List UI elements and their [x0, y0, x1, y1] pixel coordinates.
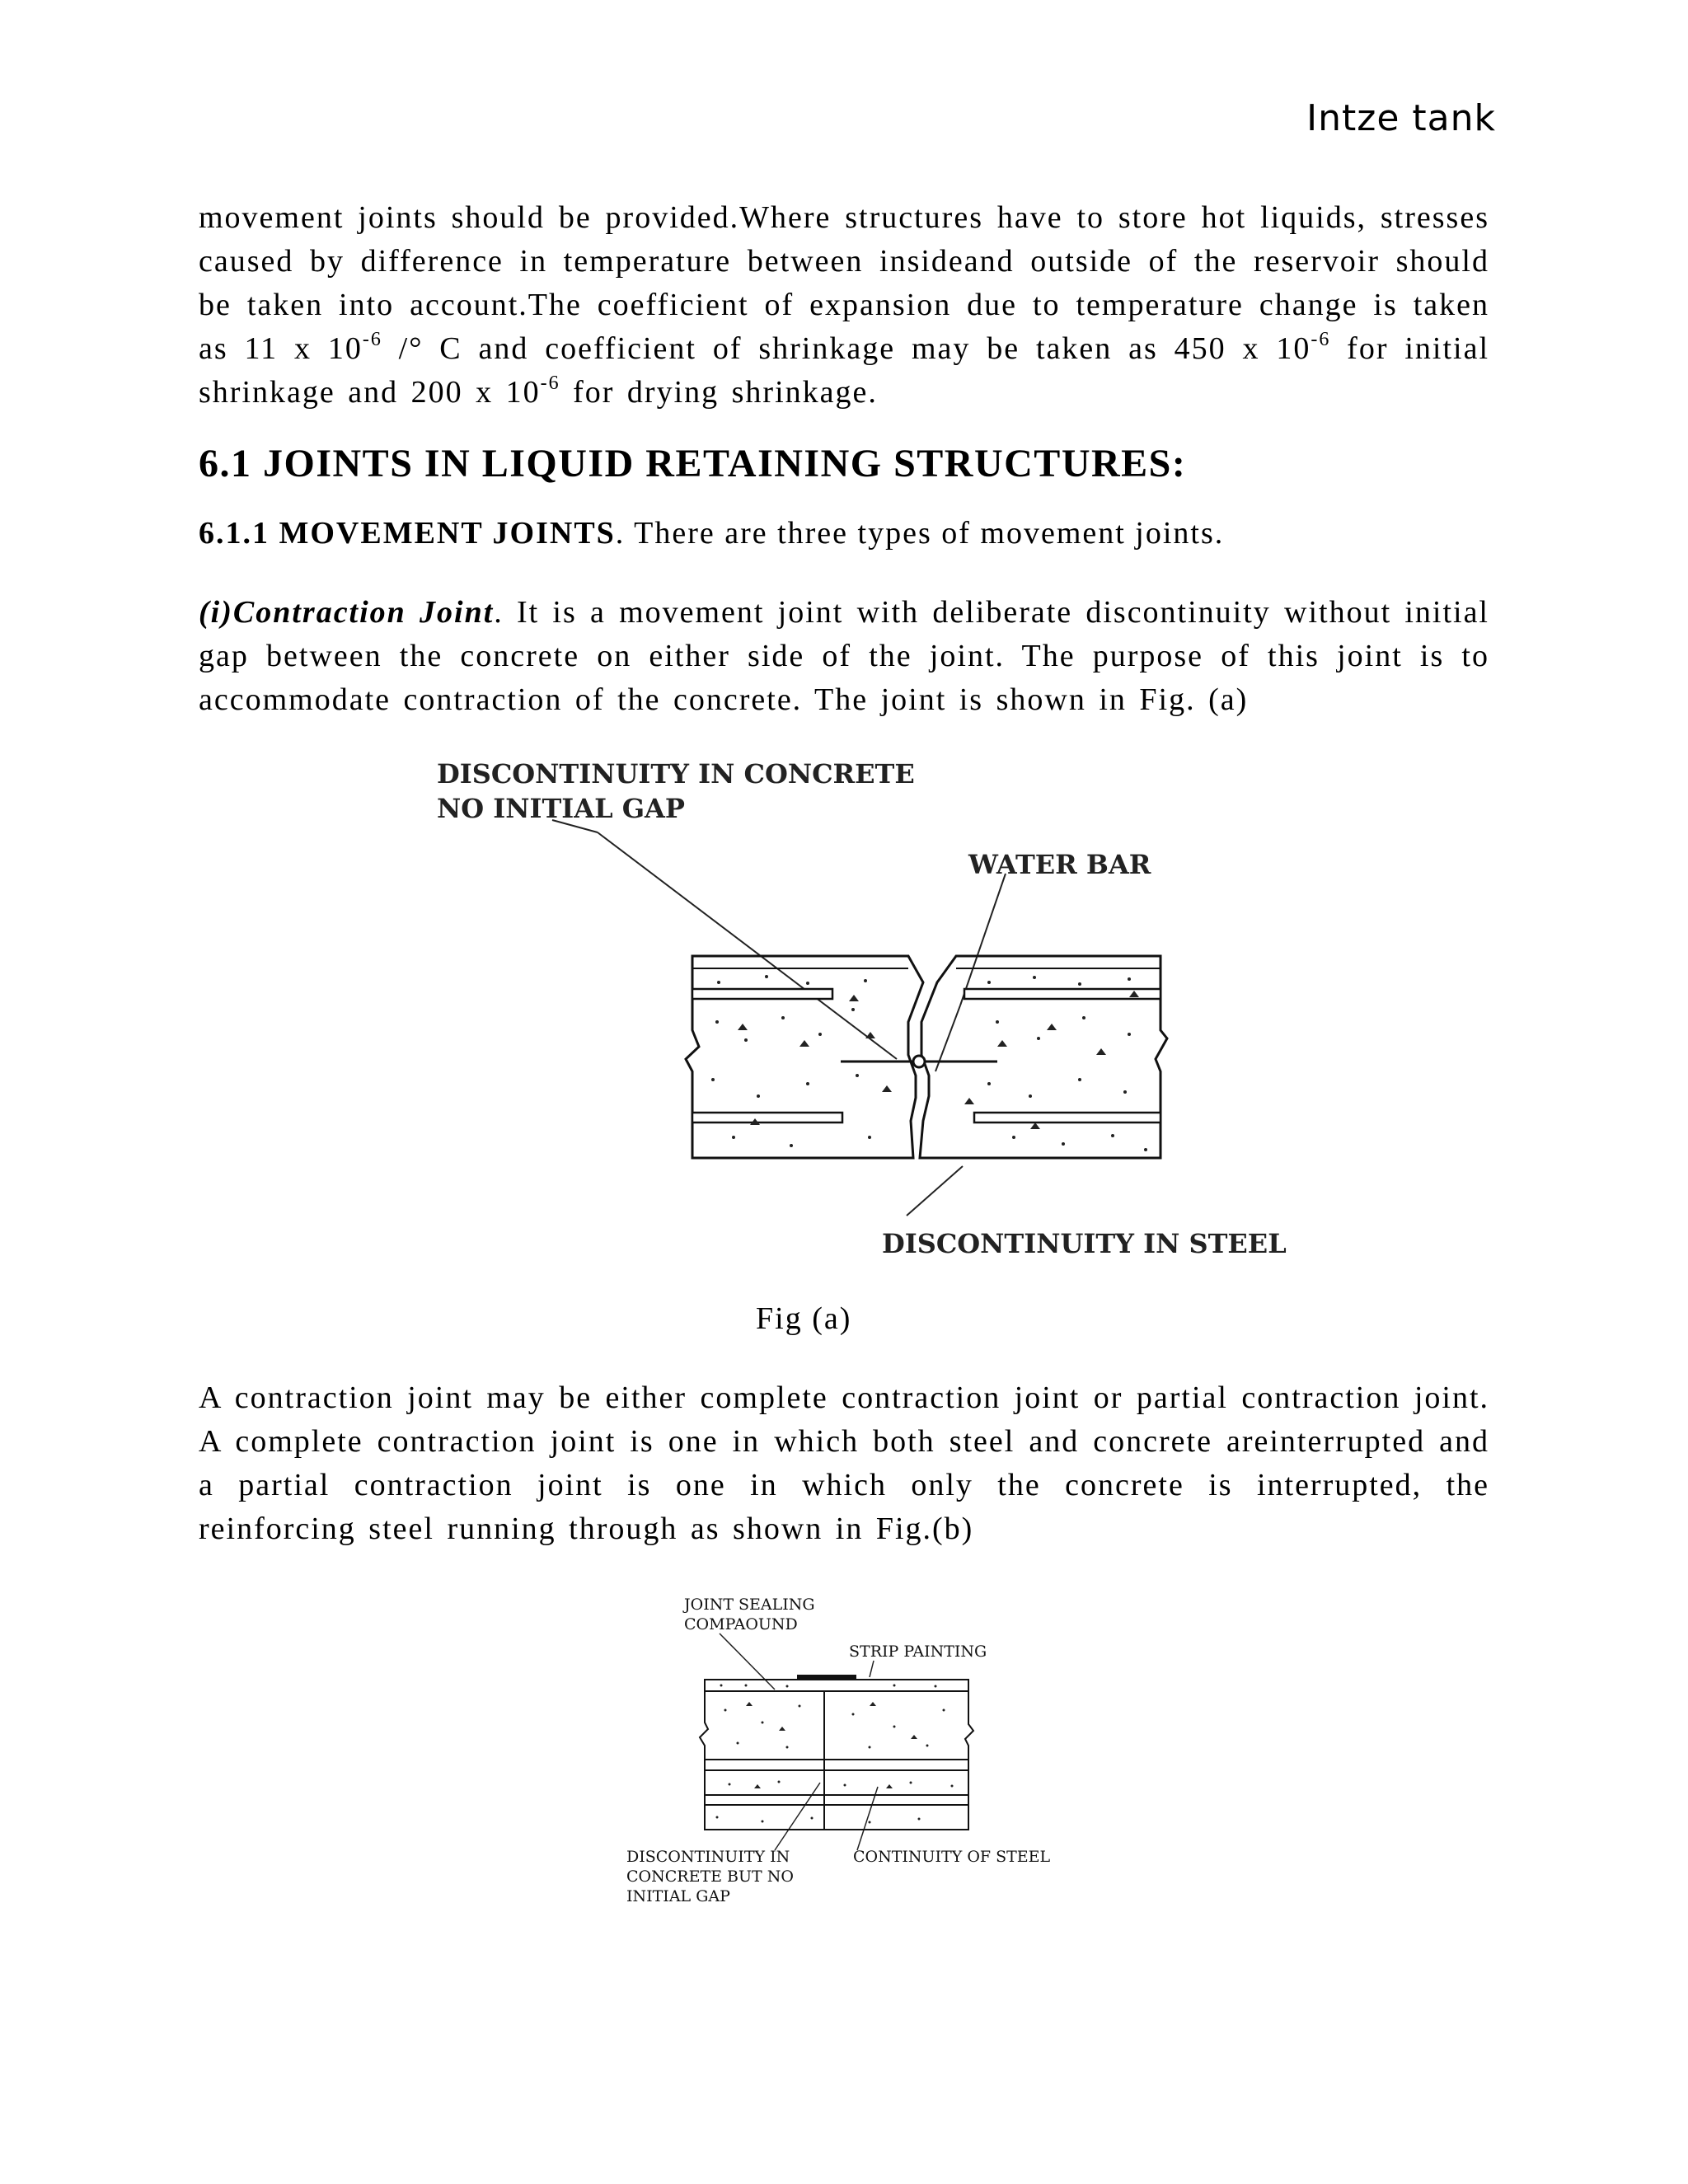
fig-a-label-steel: DISCONTINUITY IN STEEL — [882, 1228, 1287, 1259]
subsection-heading: 6.1.1 MOVEMENT JOINTS — [199, 516, 616, 551]
intro-paragraph — [199, 196, 1489, 415]
section-heading: 6.1 JOINTS IN LIQUID RETAINING STRUCTURES: — [199, 442, 1187, 485]
intro-superscript-a: -6 — [362, 329, 382, 350]
fig-a-concrete-section — [686, 956, 1167, 1158]
figure-a — [420, 750, 1287, 1261]
fig-b-concrete-section — [700, 1680, 973, 1830]
subsection-text: . There are three types of movement joints. — [615, 516, 1225, 551]
contraction-paragraph — [199, 591, 1489, 722]
contraction-term: (i)Contraction Joint — [199, 595, 495, 630]
fig-b-label-disc-2: CONCRETE BUT NO — [626, 1868, 794, 1886]
contraction-text: . It is a movement joint with deliberate discontinuity without initial gap between the concrete on either side of the joint. The purpose of this joint is to accommodate contraction of the concrete. The joint is shown in Fig. (a) — [199, 595, 1489, 717]
subsection-line — [199, 515, 1224, 551]
running-header: Intze tank — [1306, 97, 1496, 139]
fig-b-label-cont: CONTINUITY OF STEEL — [853, 1848, 1051, 1866]
intro-superscript-b: -6 — [1311, 329, 1331, 350]
fig-b-label-disc-1: DISCONTINUITY IN — [626, 1848, 790, 1866]
intro-text-b: /° C and coefficient of shrinkage may be taken as 450 x 10 — [382, 331, 1311, 366]
fig-a-caption: Fig (a) — [756, 1301, 852, 1336]
intro-text-d: for drying shrinkage. — [560, 375, 878, 410]
intro-text-c: for initial shrinkage and 200 x 10 — [199, 331, 1490, 410]
figure-b — [622, 1591, 1100, 1904]
fig-b-label-sealing-2: COMPAOUND — [684, 1615, 798, 1633]
fig-b-label-strip: STRIP PAINTING — [849, 1643, 987, 1661]
fig-a-water-bar — [841, 1056, 997, 1067]
partial-paragraph: A contraction joint may be either complete contraction joint or partial contraction joint. A complete contraction joint is one in which both steel and concrete areinterrupted and a partial contraction joint is one in which only the concrete is interrupted, the reinforcing steel running through as shown in Fig.(b) — [199, 1380, 1489, 1546]
fig-a-label-water-bar: WATER BAR — [968, 849, 1151, 880]
fig-b-label-disc-3: INITIAL GAP — [626, 1887, 730, 1905]
fig-b-sealing-strip — [797, 1675, 856, 1680]
fig-b-leader-lines — [720, 1633, 878, 1850]
fig-a-leader-lines — [552, 820, 1006, 1216]
fig-a-label-concrete-1: DISCONTINUITY IN CONCRETE — [437, 758, 915, 790]
fig-a-label-concrete-2: NO INITIAL GAP — [437, 793, 685, 824]
fig-b-label-sealing-1: JOINT SEALING — [684, 1596, 815, 1614]
fig-b-aggregate — [716, 1685, 954, 1824]
intro-text-a: movement joints should be provided.Where structures have to store hot liquids, stresses caused by difference in temperature between insideand outside of the reservoir should be taken into account.The coefficient of expansion due to temperature change is taken as 11 x 10 — [199, 200, 1489, 366]
intro-superscript-c: -6 — [540, 373, 560, 394]
